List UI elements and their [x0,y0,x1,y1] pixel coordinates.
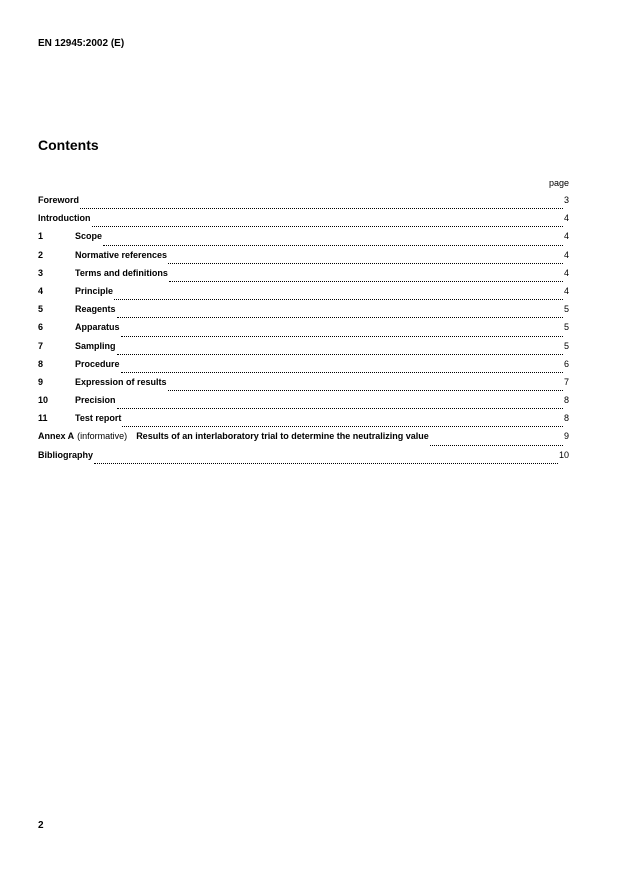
toc-entry-number: 2 [38,249,44,260]
contents-heading: Contents [38,137,99,153]
toc-entry-page: 8 [563,413,569,424]
toc-entry-expression-of-results[interactable] [38,376,569,394]
toc-dot-leader [121,328,563,338]
toc-dot-leader [117,309,563,319]
toc-entry-title: Principle [75,285,114,296]
toc-entry-number: 1 [38,231,44,242]
toc-entry-page: 5 [563,322,569,333]
toc-entry-title: Test report [75,413,122,424]
toc-entry-page: 3 [563,195,569,205]
toc-entry-normative-references[interactable] [38,249,569,267]
toc-entry-title: Apparatus [75,322,120,333]
toc-entry-title: Results of an interlaboratory trial to determine the neutralizing value [136,431,429,442]
toc-entry-title: Reagents [75,304,116,315]
toc-entry-title: Normative references [75,249,168,260]
toc-dot-leader [430,437,563,447]
toc-entry-title: Scope [75,231,103,242]
toc-entry-procedure[interactable] [38,358,569,376]
toc-dot-leader [114,291,563,301]
document-header: EN 12945:2002 (E) [38,38,125,49]
toc-dot-leader [117,346,563,356]
toc-dot-leader [117,400,563,410]
toc-dot-leader [121,364,563,374]
toc-entry-introduction[interactable] [38,212,569,230]
toc-entry-bibliography[interactable] [38,449,569,467]
toc-entry-number: 4 [38,285,44,296]
toc-entry-number: 5 [38,304,44,315]
toc-dot-leader [92,218,563,228]
toc-annex-type: (informative) [77,431,128,442]
toc-entry-number: 11 [38,413,48,424]
toc-entry-apparatus[interactable] [38,321,569,339]
toc-dot-leader [168,382,563,392]
toc-entry-title: Terms and definitions [75,267,168,278]
toc-entry-precision[interactable] [38,394,569,412]
toc-entry-sampling[interactable] [38,340,569,358]
toc-entry-number: 8 [38,358,44,369]
toc-entry-annex-a[interactable] [38,430,569,448]
toc-entry-page: 4 [563,267,569,278]
toc-dot-leader [122,418,563,428]
toc-entry-title: Precision [75,395,116,406]
toc-entry-page: 4 [563,249,569,260]
toc-entry-number: 7 [38,340,44,351]
toc-dot-leader [80,200,563,210]
toc-entry-scope[interactable] [38,230,569,248]
toc-dot-leader [94,455,558,465]
toc-dot-leader [103,237,563,247]
toc-entry-page: 5 [563,340,569,351]
toc-entry-title: Expression of results [75,376,167,387]
toc-entry-title: Introduction [38,213,91,224]
toc-entry-test-report[interactable] [38,412,569,430]
toc-entry-page: 6 [563,358,569,369]
toc-entry-foreword[interactable] [38,194,569,212]
toc-entry-reagents[interactable] [38,303,569,321]
toc-entry-title: Procedure [75,358,120,369]
toc-entry-principle[interactable] [38,285,569,303]
toc-entry-page: 9 [563,431,569,442]
toc-annex-label: Annex A [38,431,75,442]
toc-entry-number: 3 [38,267,44,278]
toc-entry-page: 4 [563,285,569,296]
toc-entry-number: 6 [38,322,44,333]
toc-entry-number: 10 [38,395,49,406]
page-column-label: page [548,178,569,188]
toc-dot-leader [169,273,563,283]
toc-entry-page: 5 [563,304,569,315]
toc-entry-title: Foreword [38,195,80,205]
toc-entry-page: 4 [563,231,569,242]
toc-entry-title: Bibliography [38,449,94,460]
toc-entry-page: 4 [563,213,569,224]
page-number: 2 [38,820,44,831]
toc-entry-terms-and-definitions[interactable] [38,267,569,285]
toc-entry-title: Sampling [75,340,116,351]
toc-entry-page: 10 [558,449,569,460]
toc-dot-leader [168,255,563,265]
toc-entry-page: 8 [563,395,569,406]
table-of-contents [38,194,569,467]
toc-entry-number: 9 [38,376,44,387]
toc-entry-page: 7 [563,376,569,387]
